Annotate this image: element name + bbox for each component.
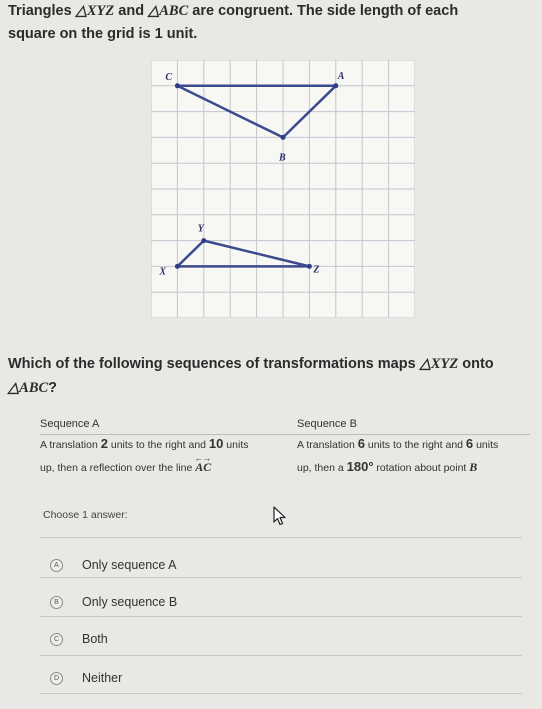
choose-prompt: Choose 1 answer: [43, 509, 128, 521]
vertex-point-x [175, 264, 180, 269]
seq-text: A translation [297, 439, 358, 451]
sequence-a-heading: Sequence A [40, 418, 100, 430]
seq-text: rotation about point [373, 462, 470, 474]
seq-number: 10 [208, 436, 224, 451]
seq-text: up, then a [297, 462, 347, 474]
vertex-label-a: A [337, 70, 345, 82]
option-label: Only sequence A [82, 558, 177, 572]
intro-text: are congruent. The side length of each [188, 3, 459, 19]
double-arrow-icon: ←→ [194, 453, 211, 463]
option-both[interactable] [50, 629, 108, 649]
vertex-point-a [333, 83, 338, 88]
seq-text: up, then a reflection over the line [40, 462, 196, 474]
seq-text: A translation [40, 439, 101, 451]
option-label: Both [82, 632, 108, 646]
seq-text: units to the right and [107, 439, 209, 451]
option-neither[interactable] [50, 668, 122, 688]
intro-line-2: square on the grid is 1 unit. [8, 26, 198, 42]
radio-button[interactable]: B [50, 596, 63, 609]
intro-line-1 [8, 0, 538, 23]
triangle-xyz-symbol: △XYZ [75, 3, 115, 19]
point-b-symbol: B [469, 460, 478, 474]
line-name: AC [195, 460, 212, 474]
option-only-sequence-a[interactable] [50, 555, 177, 575]
vertex-label-b: B [279, 152, 286, 164]
intro-text: and [114, 3, 149, 19]
option-only-sequence-b[interactable] [50, 592, 177, 612]
seq-number: 2 [100, 436, 108, 451]
question-line-1 [8, 352, 538, 376]
radio-button[interactable]: A [50, 559, 63, 572]
divider [40, 655, 522, 656]
question-text-part: Which of the following sequences of transformations maps [8, 356, 420, 372]
sequence-b-line-2 [297, 456, 537, 479]
intro-text: Triangles [8, 3, 76, 19]
seq-text: units [223, 439, 249, 451]
divider [40, 577, 522, 578]
sequence-a-description [40, 433, 285, 479]
vertex-point-b [281, 135, 286, 140]
seq-text: units to the right and [364, 439, 466, 451]
sequence-b-line-1 [297, 433, 537, 456]
question-line-2 [8, 376, 538, 400]
mouse-cursor-icon [273, 506, 287, 526]
seq-number: 180° [346, 459, 374, 474]
vertex-label-x: X [159, 266, 167, 278]
option-label: Only sequence B [82, 595, 178, 609]
sequence-b-description [297, 433, 537, 479]
triangle-abc-symbol: △ABC [8, 380, 49, 396]
sequence-a-line-2 [40, 453, 285, 479]
divider [40, 537, 522, 538]
question-text-part: ? [48, 380, 58, 396]
sequence-b-heading: Sequence B [297, 418, 357, 430]
radio-button[interactable]: C [50, 633, 63, 646]
seq-text: units [473, 439, 499, 451]
question-text-part: onto [458, 356, 494, 372]
line-ac-symbol [194, 453, 212, 478]
vertex-point-z [307, 264, 312, 269]
coordinate-grid [151, 60, 415, 318]
seq-number: 6 [357, 436, 365, 451]
vertex-point-c [175, 83, 180, 88]
option-label: Neither [82, 671, 123, 685]
triangle-xyz-symbol: △XYZ [419, 356, 459, 372]
triangle-abc-symbol: △ABC [148, 3, 189, 19]
sequence-a-line-1 [40, 433, 285, 456]
vertex-point-y [201, 238, 206, 243]
vertex-label-z: Z [313, 264, 320, 276]
divider [40, 693, 522, 694]
radio-button[interactable]: D [50, 672, 63, 685]
grid-figure [151, 60, 415, 318]
vertex-label-y: Y [197, 223, 204, 235]
divider [40, 616, 522, 617]
problem-intro [8, 0, 538, 46]
vertex-label-c: C [165, 71, 173, 83]
seq-number: 6 [465, 436, 474, 451]
question-text [8, 352, 538, 400]
